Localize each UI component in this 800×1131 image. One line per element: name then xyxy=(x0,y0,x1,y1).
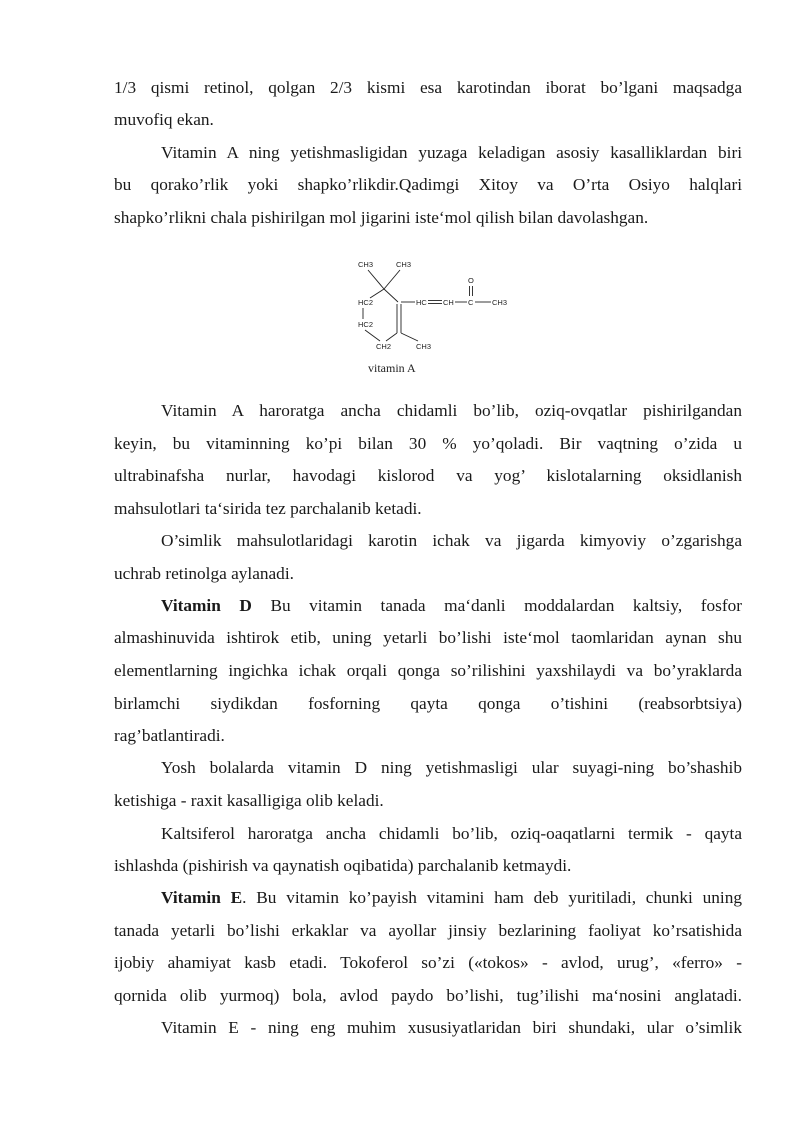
label-c-carbonyl: C xyxy=(468,298,474,307)
vitamin-d-heading: Vitamin D xyxy=(161,596,252,615)
label-hc2-lower: HC2 xyxy=(358,320,374,329)
paragraph-line: 1/3 qismi retinol, qolgan 2/3 kismi esa karotindan iborat bo’lgani maqsadga xyxy=(114,78,742,97)
paragraph-line: uchrab retinolga aylanadi. xyxy=(114,564,294,583)
paragraph-line: bu qorako’rlik yoki shapko’rlikdir.Qadimgi Xitoy va O’rta Osiyo halqlari xyxy=(114,175,742,194)
paragraph-line xyxy=(114,882,742,915)
label-oxygen: O xyxy=(468,276,474,285)
paragraph-line: Vitamin A haroratga ancha chidamli bo’lib, oziq-ovqatlar pishirilgandan xyxy=(161,401,742,420)
label-ch-chain: CH xyxy=(443,298,454,307)
paragraph-line: Vitamin E - ning eng muhim xususiyatlaridan biri shundaki, ular o’simlik xyxy=(161,1018,742,1037)
paragraph-line: Kaltsiferol haroratga ancha chidamli bo’lib, oziq-oaqatlarni termik - qayta xyxy=(161,824,742,843)
paragraph-line: almashinuvida ishtirok etib, uning yetarli bo’lishi iste‘mol taomlaridan aynan shu xyxy=(114,628,742,647)
paragraph-line: tanada yetarli bo’lishi erkaklar va ayollar jinsiy bezlarining faoliyat ko’rsatishida xyxy=(114,921,742,940)
paragraph-line: elementlarning ingichka ichak orqali qonga so’rilishini yaxshilaydi va bo’yraklarda xyxy=(114,661,742,680)
paragraph-line: shapko’rlikni chala pishirilgan mol jigarini iste‘mol qilish bilan davolashgan. xyxy=(114,208,649,227)
paragraph-line: ultrabinafsha nurlar, havodagi kislorod va yog’ kislotalarning oksidlanish xyxy=(114,466,742,485)
paragraph-line: O’simlik mahsulotlaridagi karotin ichak va jigarda kimyoviy o’zgarishga xyxy=(161,531,742,550)
paragraph-line: birlamchi siydikdan fosforning qayta qonga o’tishini (reabsorbtsiya) xyxy=(114,694,742,713)
label-hc-chain: HC xyxy=(416,298,427,307)
paragraph-line: ijobiy ahamiyat kasb etadi. Tokoferol so’zi («tokos» - avlod, urug’, «ferro» - xyxy=(114,953,742,972)
label-ch3-bottom: CH3 xyxy=(416,342,432,351)
label-ch3-end: CH3 xyxy=(492,298,508,307)
structure-diagram xyxy=(350,256,520,361)
paragraph-text: . Bu vitamin ko’payish vitamini ham deb yuritiladi, chunki uning xyxy=(242,888,742,907)
paragraph-line: ketishiga - raxit kasalligiga olib keladi. xyxy=(114,791,384,810)
paragraph-line: Vitamin A ning yetishmasligidan yuzaga keladigan asosiy kasalliklardan biri xyxy=(161,143,742,162)
paragraph-line: qornida olib yurmoq) bola, avlod paydo bo’lishi, tug’ilishi ma‘nosini anglatadi. xyxy=(114,986,742,1005)
paragraph-line: mahsulotlari ta‘sirida tez parchalanib ketadi. xyxy=(114,499,422,518)
paragraph-line: Yosh bolalarda vitamin D ning yetishmasligi ular suyagi-ning bo’shashib xyxy=(161,758,742,777)
paragraph-line: muvofiq ekan. xyxy=(114,110,214,129)
paragraph-line: keyin, bu vitaminning ko’pi bilan 30 % yo’qoladi. Bir vaqtning o’zida u xyxy=(114,434,742,453)
paragraph-text: Bu vitamin tanada ma‘danli moddalardan kaltsiy, fosfor xyxy=(251,596,742,615)
figure-caption: vitamin A xyxy=(368,361,416,375)
vitamin-e-heading: Vitamin E xyxy=(161,888,243,907)
label-ch3-top-left: CH3 xyxy=(358,260,374,269)
label-ch3-top-right: CH3 xyxy=(396,260,412,269)
paragraph-line: rag’batlantiradi. xyxy=(114,726,225,745)
paragraph-line: ishlashda (pishirish va qaynatish oqibatida) parchalanib ketmaydi. xyxy=(114,856,572,875)
label-hc2-upper: HC2 xyxy=(358,298,374,307)
paragraph-line xyxy=(114,590,742,623)
label-ch2-bottom: CH2 xyxy=(376,342,392,351)
